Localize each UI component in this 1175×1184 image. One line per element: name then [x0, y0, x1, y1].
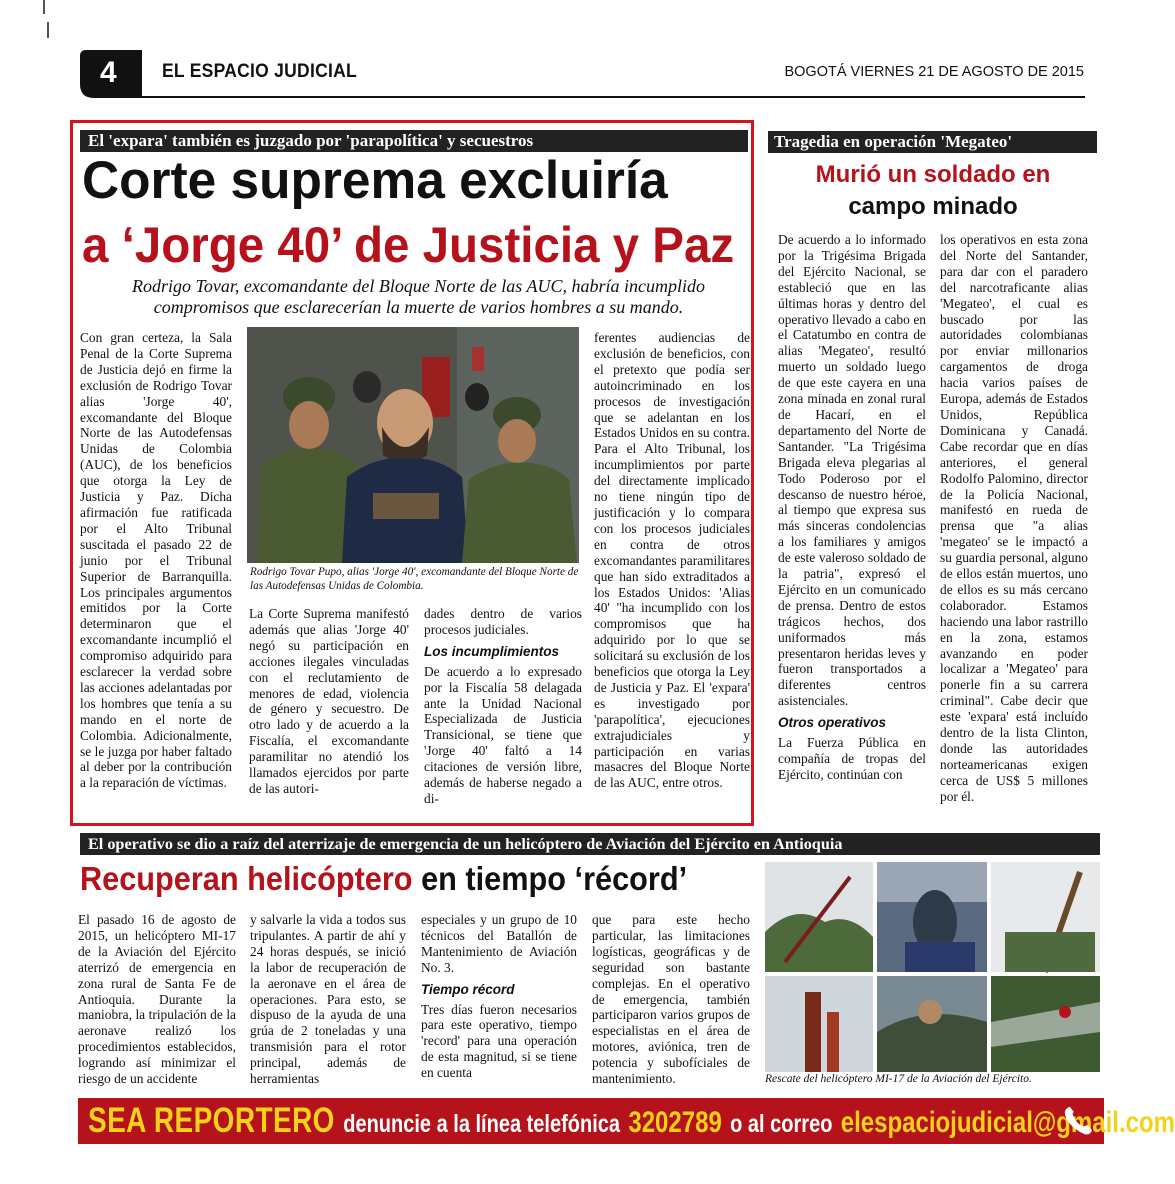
banner-title: SEA REPORTERO — [88, 1101, 335, 1140]
side-column-2 — [940, 232, 1088, 804]
main-photo — [247, 327, 579, 563]
helicopter-photo-caption: Rescate del helicóptero MI-17 de la Aviación del Ejército. — [765, 1073, 1032, 1085]
side-kicker: Tragedia en operación 'Megateo' — [768, 131, 1097, 153]
bottom-subhead-tiempo-record: Tiempo récord — [421, 981, 515, 997]
helicopter-rescue-photos — [765, 862, 1100, 1072]
bottom-headline-red: Recuperan helicóptero — [80, 860, 413, 897]
side-body-text-1b: La Fuerza Pública en compañía de tropas del Ejército, continúan con — [778, 735, 926, 782]
main-kicker: El 'expara' también es juzgado por 'parapolítica' y secuestros — [80, 130, 748, 152]
helicopter-photo-collage — [765, 862, 1100, 1072]
banner-phone[interactable]: 3202789 — [628, 1106, 722, 1139]
section-title: EL ESPACIO JUDICIAL — [162, 61, 357, 82]
jorge-40-photo-illustration — [247, 327, 579, 563]
main-column-4 — [594, 330, 750, 818]
bottom-column-2 — [250, 912, 406, 1092]
phone-icon — [1060, 1103, 1096, 1139]
bottom-body-text-4: que para este hecho particular, las limitaciones logísticas, geográficas y de seguridad son bastante complejas. En el operativo de emergencia, también participaron varios grupos de especialistas en el área de motores, aviónica, tren de potencia y subofíciales de mantenimiento. — [592, 912, 750, 1087]
side-headline-line2: campo minado — [848, 193, 1018, 220]
bottom-column-3 — [421, 912, 577, 1092]
side-column-1 — [778, 232, 926, 804]
banner-text-1: denuncie a la línea telefónica — [343, 1110, 620, 1138]
bottom-body-text-2: y salvarle la vida a todos sus tripulantes. A partir de ahí y 24 horas después, se inició la labor de recuperación de la aeronave en el área de operaciones. Para esto, se dispuso de la ayuda de una grúa de 2 toneladas y una transmisión para el rotor principal, además de herramientas — [250, 912, 406, 1087]
main-body-text-4: ferentes audiencias de exclusión de beneficios, con el pretexto que podía ser autoincriminado en los procesos de investigación que se adelantan en los Estados Unidos en su contra. Para el Alto Tribunal, los incumplimientos por parte del directamente implicado no tiene ningún tipo de justificación y lo compara con los procesos judiciales en contra de otros excomandantes paramilitares que han sido extraditados a los Estados Unidos: 'Alias 40' "ha incumplido con los compromisos que ha adquirido por lo que se solicitará su exclusión de los beneficios que otorga la Ley de Justicia y Paz. El 'expara' es investigado por 'parapolítica', ejecuciones extrajudiciales y participación en varias masacres del Bloque Norte de las AUC, entre otros. — [594, 330, 750, 791]
main-body-text-2: La Corte Suprema manifestó además que alias 'Jorge 40' negó su participación en acciones ilegales vinculadas con el reclutamiento de menores de edad, violencia de género y secuestro. De otro lado y de acuerdo a la Fiscalía, el excomandante paramilitar no atendió los llamados ejercidos por parte de las autori- — [249, 606, 409, 796]
page-header — [80, 50, 1100, 98]
side-body-text-1: De acuerdo a lo informado por la Trigésima Brigada del Ejército Nacional, se estableció que en las últimas horas y dentro del operativo llevado a cabo en el Catatumbo en contra de alias 'Megateo', resultó muerto un soldado luego de que este cayera en una zona minada en zonal rural de Hacarí, en el departamento del Norte de Santander. "La Trigésima Brigada eleva plegarias al Todo Poderoso por el descanso de nuestro héroe, al tiempo que expresa sus más sinceras condolencias a los familiares y amigos de este valeroso soldado de la patria", expresó el Ejército en un comunicado de prensa. Dentro de estos trágicos hechos, dos uniformados más presentaron heridas leves y fueron transportados a diferentes centros asistenciales. — [778, 232, 926, 709]
bottom-body-text-3b: Tres días fueron necesarios para este operativo, tiempo 'record' para una operación de esta magnitud, si se tiene en cuenta — [421, 1001, 577, 1081]
main-column-2 — [249, 606, 409, 816]
scan-mark — [47, 22, 49, 38]
issue-date: BOGOTÁ VIERNES 21 DE AGOSTO DE 2015 — [784, 64, 1084, 80]
bottom-headline-black: en tiempo ‘récord’ — [421, 860, 688, 897]
banner-email[interactable]: elespaciojudicial@gmail.com — [840, 1106, 1175, 1139]
main-subhead-incumplimientos: Los incumplimientos — [424, 643, 560, 659]
banner-inner — [88, 1101, 1175, 1144]
bottom-body-text-1: El pasado 16 de agosto de 2015, un helicóptero MI-17 de la Aviación del Ejército aterrizó de emergencia en zona rural de Santa Fe de Antioquia. Durante la maniobra, la tripulación de la aeronave realizó los procedimientos establecidos, logrando así minimizar el riesgo de un accidente — [78, 912, 236, 1087]
main-body-text-3b: De acuerdo a lo expresado por la Fiscalía 58 delagada ante la Unidad Nacional Especializada de Justicia Transicional, se tiene que 'Jorge 40' faltó a 14 citaciones de versión libre, además de haberse negado a di- — [424, 663, 582, 806]
bottom-kicker: El operativo se dio a raíz del aterrizaje de emergencia de un helicóptero de Aviación del Ejército en Antioquia — [80, 833, 1100, 855]
main-headline-line1: Corte suprema excluiría — [82, 151, 668, 210]
main-headline-line2: a ‘Jorge 40’ de Justicia y Paz — [82, 217, 735, 273]
banner-text-2: o al correo — [730, 1110, 833, 1138]
side-subhead-otros-operativos: Otros operativos — [778, 715, 887, 731]
side-headline-line1: Murió un soldado en — [815, 161, 1051, 188]
reporter-banner — [78, 1098, 1175, 1144]
main-column-1 — [80, 330, 232, 820]
main-photo-caption: Rodrigo Tovar Pupo, alias 'Jorge 40', excomandante del Bloque Norte de las Autodefensas Unidas de Colombia. — [250, 566, 579, 592]
main-body-text-3a: dades dentro de varios procesos judiciales. — [424, 606, 582, 637]
main-body-text-1: Con gran certeza, la Sala Penal de la Corte Suprema de Justicia dejó en firme la exclusión de Rodrigo Tovar alias 'Jorge 40', excomandante del Bloque Norte de las Autodefensas Unidas de Colombia (AUC), de los beneficios que otorga la Ley de Justicia y Paz. Dicha afirmación fue ratificada por el Alto Tribunal suscitada el pasado 22 de junio por el Tribunal Superior de Barranquilla. Los principales argumentos emitidos por la Corte determinaron que el excomandante incumplió el compromiso adquirido para esclarecer la verdad sobre las acciones adelantadas por los hombres que tenía a su mando en el norte de Colombia. Adicionalmente, se le juzga por haber faltado al deber por la contribución a la reparación de víctimas. — [80, 330, 232, 791]
page-number: 4 — [100, 56, 117, 89]
side-body-text-2: los operativos en esta zona del Norte del Santander, para dar con el paradero del narcotraficante alias 'Megateo', el cual es buscado por las autoridades colombianas por enviar millonarios cargamentos de droga hacia varios países de Europa, además de Estados Unidos, República Dominicana y Canadá. Cabe recordar que en días anteriores, el general Rodolfo Palomino, director de la Policía Nacional, manifestó en rueda de prensa que "a alias 'megateo' se le impactó a su guardia personal, alguno de ellos están muertos, uno de ellos es su más cercano colaborador. Estamos haciendo una labor rastrillo en la zona, estamos avanzando en poder localizar a 'Megateo' para ponerle fin a su carrera criminal". Cabe decir que este 'expara' está incluído dentro de la lista Clinton, donde las autoridades norteamericanas exigen cerca de US$ 5 millones por él. — [940, 232, 1088, 804]
main-column-3 — [424, 606, 582, 816]
main-lead: Rodrigo Tovar, excomandante del Bloque Norte de las AUC, habría incumplido compromisos que esclarecerían la muerte de varios hombres a su mando. — [132, 276, 705, 317]
bottom-column-1 — [78, 912, 236, 1092]
scan-mark — [43, 0, 45, 14]
bottom-body-text-3a: especiales y un grupo de 10 técnicos del Batallón de Mantenimiento de Aviación No. 3. — [421, 912, 577, 975]
bottom-headline — [80, 858, 687, 900]
header-rule — [140, 96, 1085, 98]
bottom-column-4 — [592, 912, 750, 1092]
